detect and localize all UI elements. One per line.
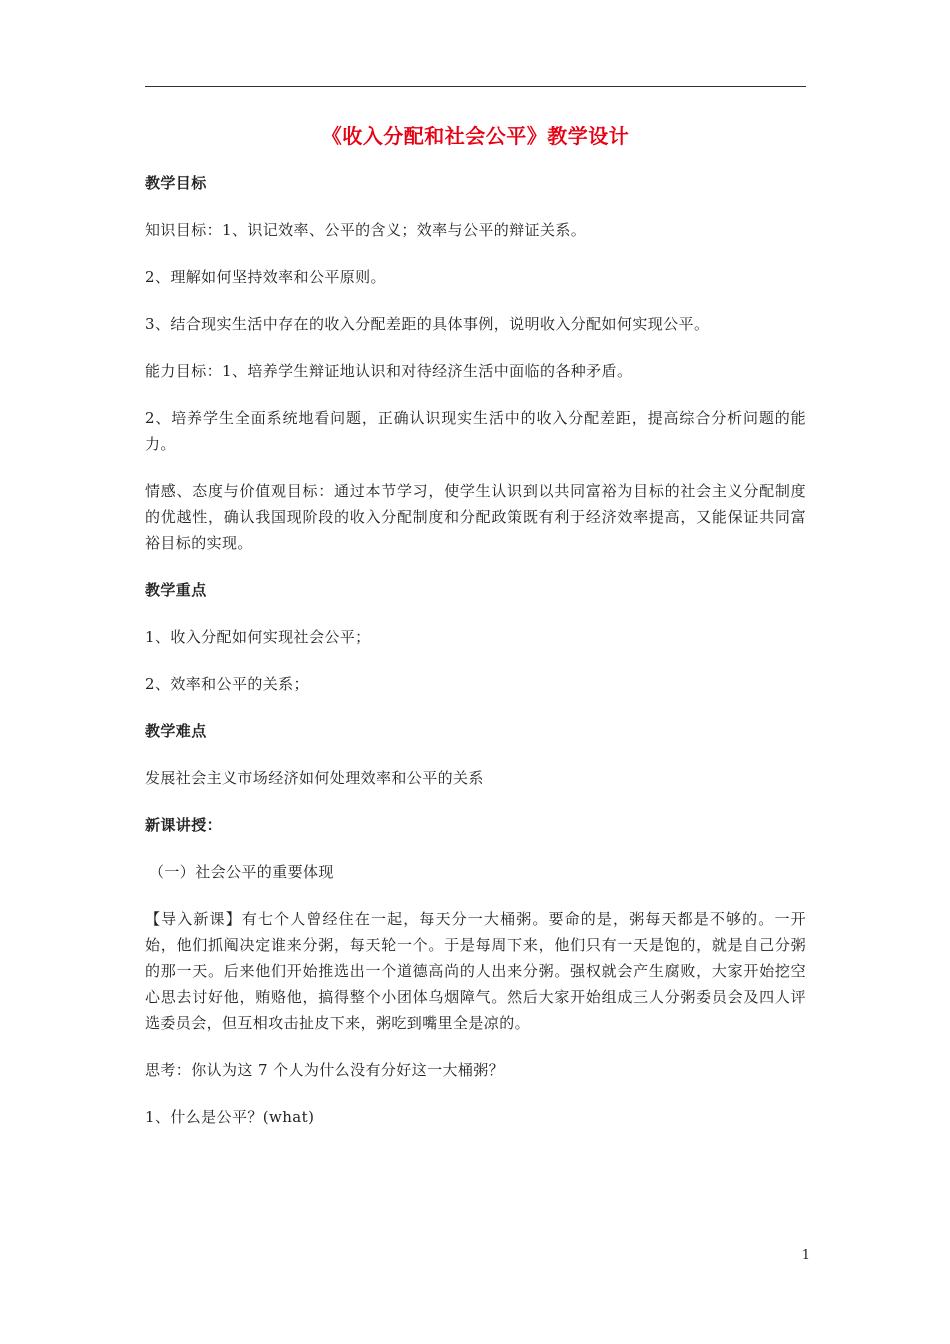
part-one-heading: （一）社会公平的重要体现 <box>149 863 334 881</box>
key-point-1: 1、收入分配如何实现社会公平； <box>145 628 371 646</box>
emotion-objective: 情感、态度与价值观目标：通过本节学习，使学生认识到以共同富裕为目标的社会主义分配制度的优越性，确认我国现阶段的收入分配制度和分配政策既有利于经济效率提高，又能保证共同富裕目标的实现。 <box>145 482 806 552</box>
document-title: 《收入分配和社会公平》教学设计 <box>321 124 630 148</box>
objectives-heading: 教学目标 <box>145 174 207 192</box>
header-rule <box>145 86 806 87</box>
difficulty-heading: 教学难点 <box>145 722 207 740</box>
knowledge-objective-2: 2、理解如何坚持效率和公平原则。 <box>145 268 386 286</box>
intro-paragraph <box>145 906 806 1036</box>
knowledge-objective-3: 3、结合现实生活中存在的收入分配差距的具体事例，说明收入分配如何实现公平。 <box>145 315 710 333</box>
ability-objective-1: 能力目标：1、培养学生辩证地认识和对待经济生活中面临的各种矛盾。 <box>145 362 633 380</box>
difficulty-point-1: 发展社会主义市场经济如何处理效率和公平的关系 <box>145 769 484 787</box>
new-lesson-heading: 新课讲授： <box>145 816 223 834</box>
question-1: 1、什么是公平？(what) <box>145 1108 315 1126</box>
think-question: 思考：你认为这 7 个人为什么没有分好这一大桶粥？ <box>145 1061 505 1079</box>
document-body <box>145 170 806 1151</box>
ability-objective-2: 2、培养学生全面系统地看问题，正确认识现实生活中的收入分配差距，提高综合分析问题的能力。 <box>145 409 806 453</box>
page-number: 1 <box>801 1248 810 1263</box>
key-points-heading: 教学重点 <box>145 581 207 599</box>
knowledge-objective-1: 知识目标：1、识记效率、公平的含义；效率与公平的辩证关系。 <box>145 221 587 239</box>
key-point-2: 2、效率和公平的关系； <box>145 675 309 693</box>
intro-text: 有七个人曾经住在一起，每天分一大桶粥。要命的是，粥每天都是不够的。一开始，他们抓阄决定谁来分粥，每天轮一个。于是每周下来，他们只有一天是饱的，就是自己分粥的那一天。后来他们开始推选出一个道德高尚的人出来分粥。强权就会产生腐败，大家开始挖空心思去讨好他，贿赂他，搞得整个小团体乌烟障气。然后大家开始组成三人分粥委员会及四人评选委员会，但互相攻击扯皮下来，粥吃到嘴里全是凉的。 <box>145 910 806 1032</box>
intro-label: 【导入新课】 <box>145 910 242 928</box>
